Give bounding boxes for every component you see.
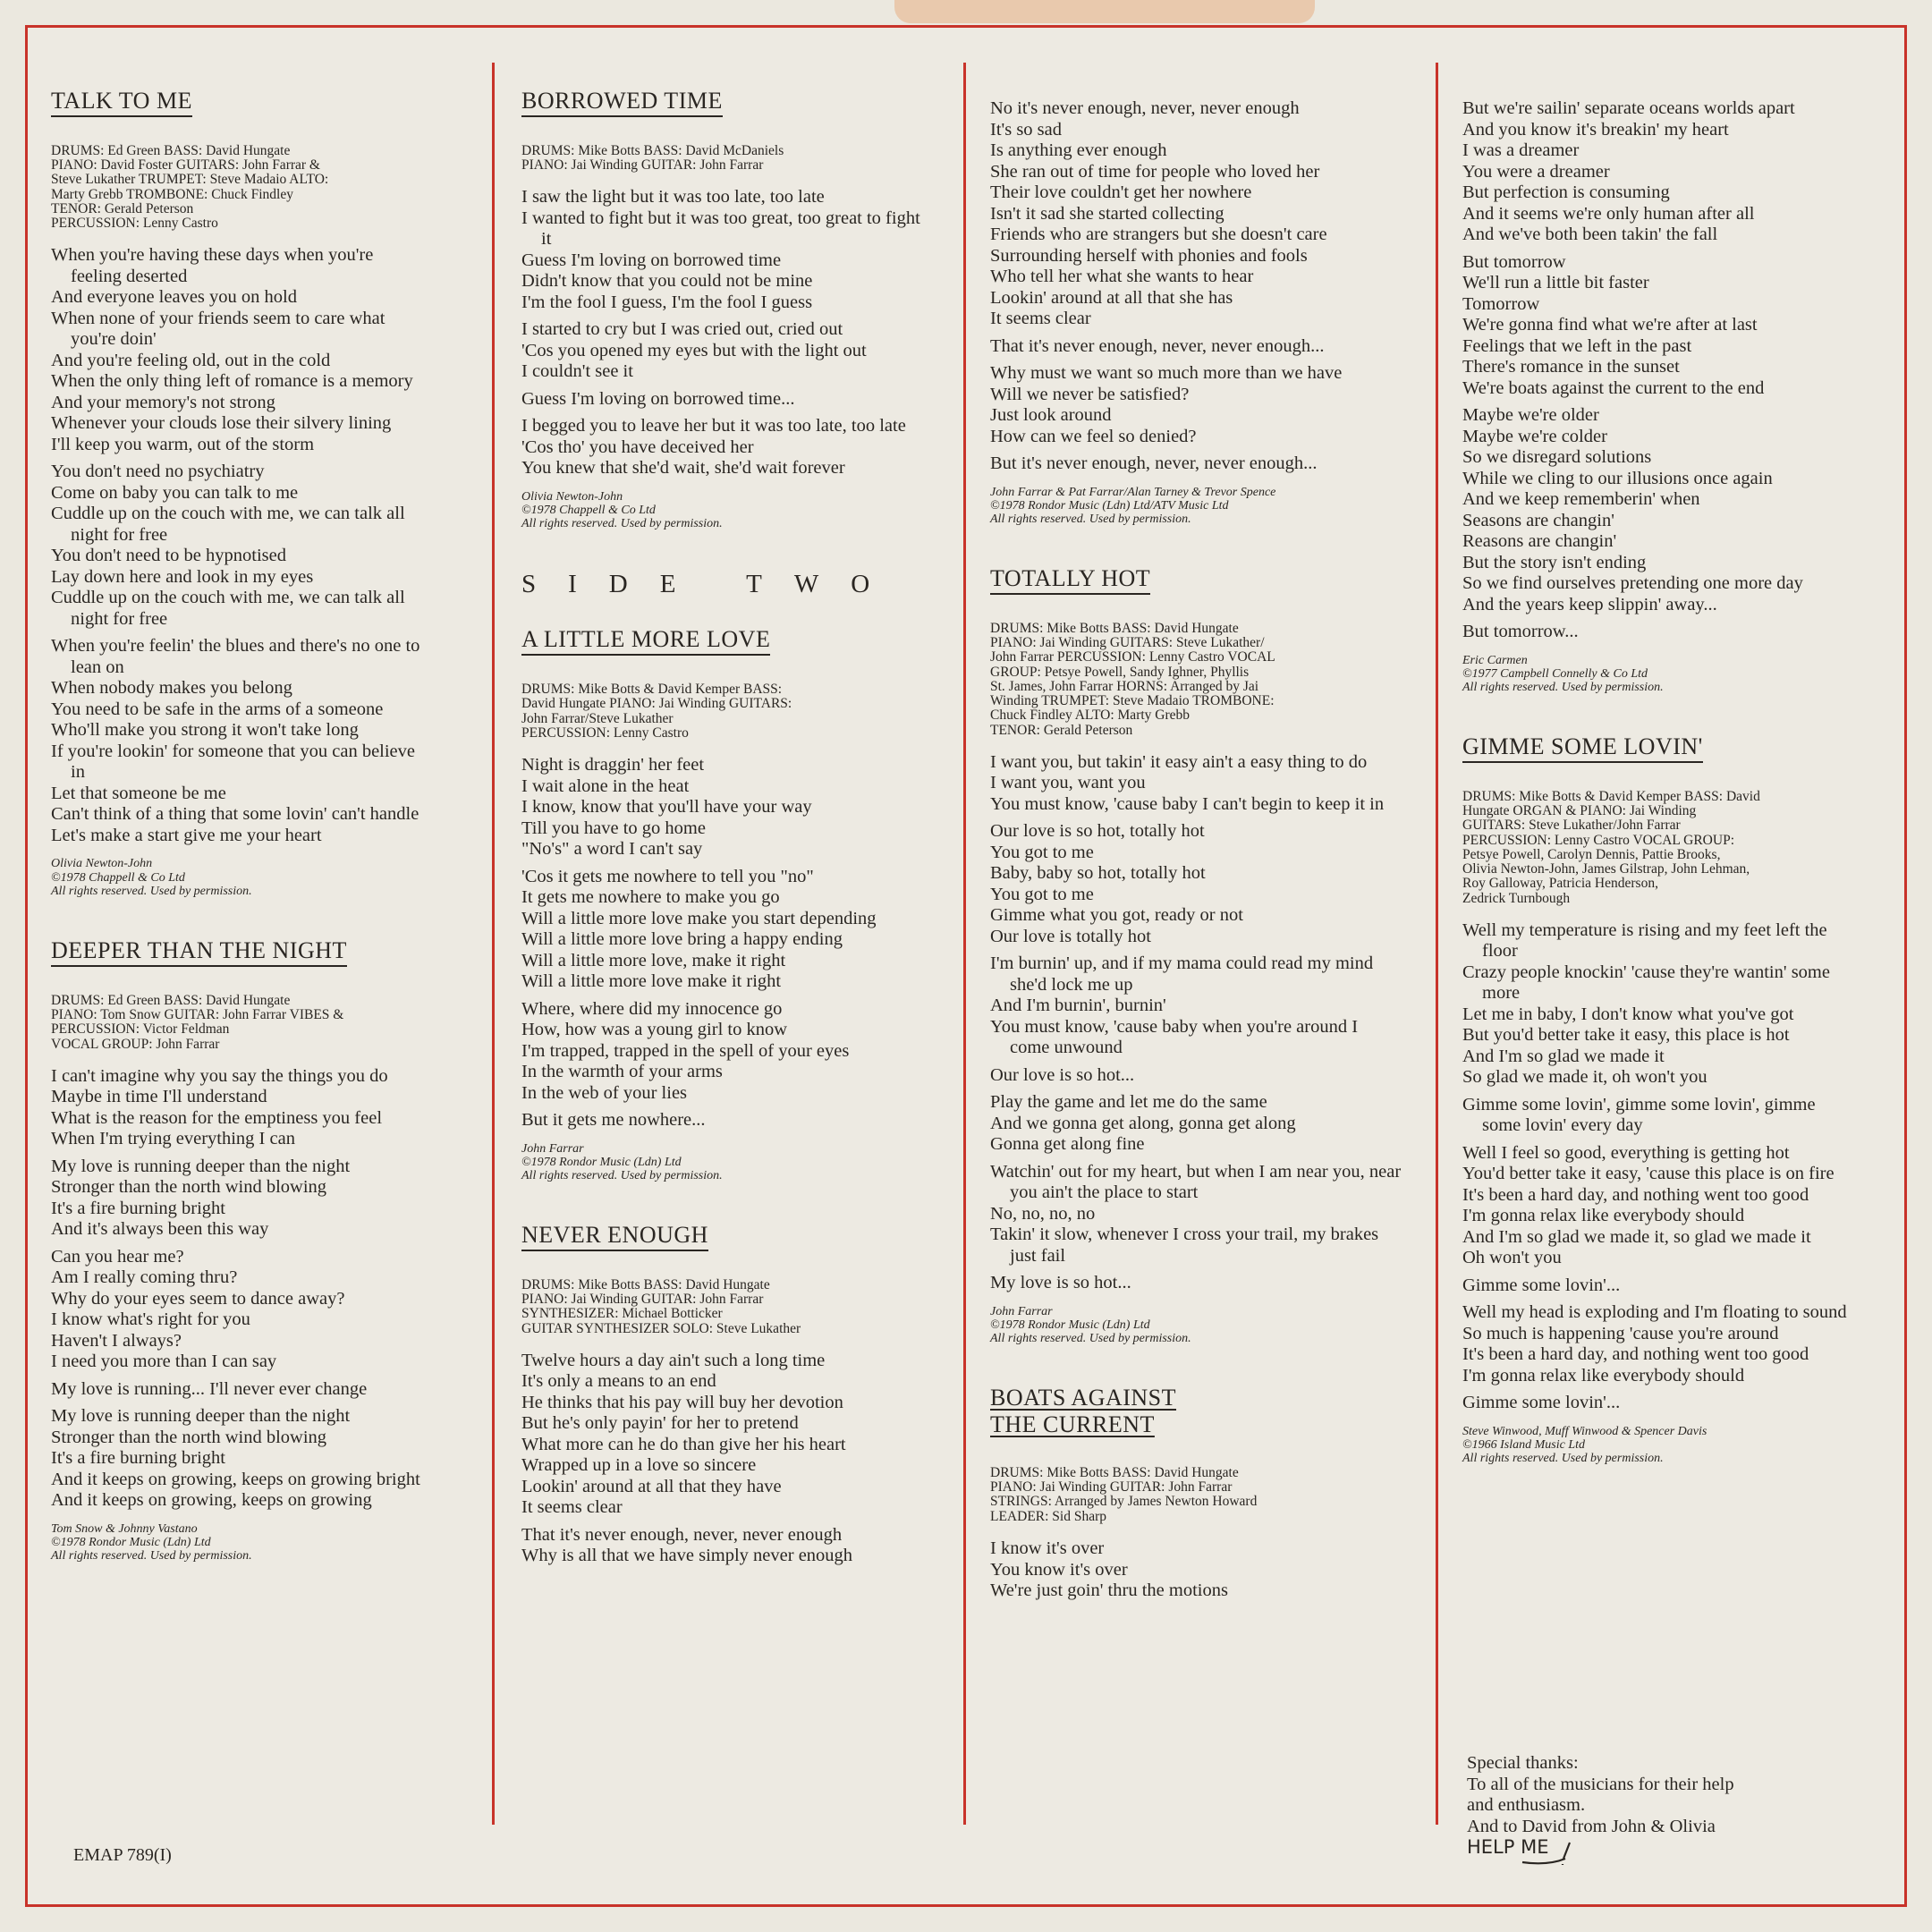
lyric-line: Gimme some lovin'... [1462,1275,1621,1295]
lyric-line: What is the reason for the emptiness you feel [51,1107,383,1128]
catalog-number: EMAP 789(I) [73,1845,172,1865]
copyright-attribution: Olivia Newton-John ©1978 Chappell & Co Ltd All rights reserved. Used by permission. [51,857,252,898]
lyric-line: My love is running deeper than the night [51,1406,351,1427]
lyric-line: Didn't know that you could not be mine [521,271,813,292]
lyric-line: Will we never be satisfied? [990,384,1190,404]
lyric-line: While we cling to our illusions once again [1462,468,1773,488]
lyric-line: But it gets me nowhere... [521,1110,706,1131]
lyric-line: Watchin' out for my heart, but when I am near you, near you ain't the place to start [990,1161,1402,1203]
lyric-line: And I'm so glad we made it, so glad we made it [1462,1226,1811,1247]
lyric-line: I wanted to fight but it was too great, too great to fight it [521,208,920,250]
lyric-stanza [521,1110,933,1131]
song-credits: DRUMS: Mike Botts BASS: David Hungate PIANO: Jai Winding GUITAR: John Farrar SYNTHESIZER: Michael Botticker GUITAR SYNTHESIZER SOLO: Steve Lukather [521,1276,801,1336]
copyright-attribution: Steve Winwood, Muff Winwood & Spencer Davis ©1966 Island Music Ltd All rights reserved. Used by permission. [1462,1424,1707,1466]
lyric-stanza [521,1351,933,1519]
lyric-stanza [990,1065,1402,1087]
lyric-line: Maybe in time I'll understand [51,1087,267,1107]
lyric-stanza [990,1538,1402,1602]
lyric-line: But tomorrow... [1462,622,1579,641]
lyric-line: Isn't it sad she started collecting [990,203,1224,224]
lyric-stanza [521,755,933,860]
song-block [990,565,1402,1345]
lyric-line: It's a fire burning bright [51,1448,225,1469]
lyric-line: Twelve hours a day ain't such a long time [521,1350,826,1370]
lyric-stanza [521,999,933,1105]
lyric-line: Seasons are changin' [1462,510,1614,530]
lyric-line: I couldn't see it [521,361,633,382]
lyric-line: Gimme some lovin'... [1462,1393,1621,1413]
lyric-line: Will a little more love, make it right [521,950,786,970]
lyric-stanza [990,1092,1402,1156]
lyric-stanza [990,363,1402,447]
lyric-line: It's been a hard day, and nothing went too good [1462,1184,1809,1205]
lyric-line: Feelings that we left in the past [1462,335,1692,356]
lyric-line: Lookin' around at all that they have [521,1476,782,1496]
lyric-line: Night is draggin' her feet [521,755,705,775]
lyric-stanza [990,98,1402,330]
copyright-attribution: Tom Snow & Johnny Vastano ©1978 Rondor Music (Ldn) Ltd All rights reserved. Used by permission. [51,1521,252,1563]
lyric-line: And you know it's breakin' my heart [1462,119,1729,140]
lyric-stanza [1462,1095,1856,1137]
lyric-line: Friends who are strangers but she doesn't care [990,225,1327,244]
lyric-line: So much is happening 'cause you're around [1462,1323,1779,1343]
lyric-line: Well my temperature is rising and my feet left the floor [1462,919,1827,962]
lyric-line: When the only thing left of romance is a memory [51,371,413,392]
song-credits: DRUMS: Mike Botts & David Kemper BASS: David Hungate PIANO: Jai Winding GUITARS: John Farrar/Steve Lukather PERCUSSION: Lenny Castro [521,682,792,741]
lyric-stanza [990,1273,1402,1294]
copyright-attribution: John Farrar ©1978 Rondor Music (Ldn) Ltd All rights reserved. Used by permission. [990,1304,1191,1346]
lyric-line: It's only a means to an end [521,1371,716,1392]
lyric-line: He thinks that his pay will buy her devotion [521,1392,843,1412]
lyric-line: I can't imagine why you say the things you do [51,1065,388,1086]
lyric-stanza [521,1525,933,1567]
lyric-stanza [51,636,427,846]
lyric-line: You were a dreamer [1462,161,1610,182]
lyric-line: Will a little more love make you start depending [521,908,877,928]
song-title: DEEPER THAN THE NIGHT [51,937,347,967]
sleeve-tab [894,0,1315,23]
lyric-line: And it seems we're only human after all [1462,203,1755,224]
lyric-line: And we gonna get along, gonna get along [990,1113,1296,1133]
lyric-line: You don't need to be hypnotised [51,546,286,566]
lyric-line: Tomorrow [1462,293,1540,314]
column-divider [963,63,966,1825]
lyric-line: I want you, but takin' it easy ain't a easy thing to do [990,751,1368,772]
lyric-line: But tomorrow [1462,251,1566,272]
lyric-stanza [1462,1393,1856,1414]
lyric-line: No it's never enough, never, never enough [990,98,1300,118]
lyric-line: I'm burnin' up, and if my mama could read my mind she'd lock me up [990,953,1374,995]
song-block [1462,98,1856,694]
lyric-line: Well I feel so good, everything is getting hot [1462,1142,1790,1163]
song-block [990,98,1402,526]
lyric-line: Our love is so hot, totally hot [990,821,1205,842]
lyric-line: You got to me [990,884,1094,904]
lyric-line: Well my head is exploding and I'm floating to sound [1462,1302,1847,1323]
lyric-line: And the years keep slippin' away... [1462,594,1717,614]
lyric-line: But you'd better take it easy, this place is hot [1462,1025,1790,1046]
lyric-stanza [51,1157,427,1241]
lyric-line: Our love is totally hot [990,926,1151,946]
song-title: TALK TO ME [51,88,192,117]
lyric-line: Gimme some lovin', gimme some lovin', gimme some lovin' every day [1462,1094,1816,1136]
lyric-line: But it's never enough, never, never enough... [990,453,1318,473]
lyric-line: And we've both been takin' the fall [1462,225,1718,244]
lyric-line: Oh won't you [1462,1248,1562,1268]
lyric-line: I begged you to leave her but it was too late, too late [521,416,906,436]
thanks-line: and enthusiasm. [1467,1795,1586,1815]
lyric-line: We're gonna find what we're after at last [1462,315,1758,335]
lyric-stanza [51,1066,427,1150]
lyric-line: Will a little more love bring a happy ending [521,929,843,950]
lyric-line: Stronger than the north wind blowing [51,1427,327,1447]
lyric-stanza [1462,252,1856,400]
lyric-line: Cuddle up on the couch with me, we can talk all night for free [51,504,405,545]
lyric-line: I need you more than I can say [51,1352,277,1372]
lyric-line: I was a dreamer [1462,140,1580,160]
lyric-line: You must know, 'cause baby when you're around I come unwound [990,1016,1359,1058]
lyric-stanza [990,336,1402,358]
lyric-line: Let that someone be me [51,783,226,803]
lyric-stanza [990,953,1402,1059]
lyric-line: In the warmth of your arms [521,1062,723,1082]
lyrics-column-3 [990,63,1402,1608]
lyric-line: I'm gonna relax like everybody should [1462,1206,1745,1226]
lyric-line: Is anything ever enough [990,140,1167,160]
lyric-line: Crazy people knockin' 'cause they're wantin' some more [1462,962,1830,1004]
song-credits: DRUMS: Ed Green BASS: David Hungate PIANO: Tom Snow GUITAR: John Farrar VIBES & PERCUSSION: Victor Feldman VOCAL GROUP: John Farrar [51,992,344,1052]
side-heading-block [521,570,933,599]
lyric-stanza [1462,1143,1856,1269]
lyric-line: Who'll make you strong it won't take long [51,720,359,741]
lyric-line: No, no, no, no [990,1203,1096,1224]
lyric-line: You'd better take it easy, 'cause this place is on fire [1462,1164,1835,1184]
lyric-line: I started to cry but I was cried out, cried out [521,319,843,340]
lyric-line: My love is running... I'll never ever change [51,1378,368,1399]
lyric-line: Guess I'm loving on borrowed time [521,250,782,270]
lyric-stanza [521,187,933,313]
lyric-line: You must know, 'cause baby I can't begin to keep it in [990,793,1385,814]
lyric-line: And we keep rememberin' when [1462,489,1700,509]
thanks-line: And to David from John & Olivia [1467,1816,1716,1836]
thanks-line: To all of the musicians for their help [1467,1774,1734,1794]
lyric-line: Gonna get along fine [990,1134,1145,1155]
lyric-line: And your memory's not strong [51,392,275,412]
lyric-line: Let me in baby, I don't know what you've got [1462,1004,1794,1024]
lyric-line: And it keeps on growing, keeps on growing bright [51,1469,420,1489]
lyric-line: My love is so hot... [990,1273,1131,1293]
lyric-line: Our love is so hot... [990,1064,1135,1085]
lyrics-column-4 [1462,63,1856,1858]
side-heading: SIDE TWO [521,570,902,599]
lyric-line: There's romance in the sunset [1462,357,1680,377]
lyric-line: Just look around [990,405,1112,425]
lyric-line: Why do your eyes seem to dance away? [51,1288,345,1309]
lyric-line: When I'm trying everything I can [51,1129,295,1149]
song-title: GIMME SOME LOVIN' [1462,733,1703,763]
column-divider [1436,63,1438,1825]
lyric-line: I'll keep you warm, out of the storm [51,434,315,454]
signature-text: HELP ME [1467,1836,1549,1858]
lyric-line: It seems clear [521,1497,623,1518]
lyric-line: And it keeps on growing, keeps on growing [51,1490,372,1511]
lyric-line: So we disregard solutions [1462,447,1652,467]
lyric-stanza [990,1162,1402,1267]
lyric-line: But the story isn't ending [1462,552,1647,572]
lyric-line: "No's" a word I can't say [521,839,703,860]
song-title: TOTALLY HOT [990,565,1150,595]
lyric-line: In the web of your lies [521,1082,688,1103]
lyric-line: My love is running deeper than the night [51,1156,351,1176]
song-block [990,1385,1402,1601]
lyric-line: Let's make a start give me your heart [51,825,322,845]
lyrics-column-2 [521,63,933,1573]
lyric-stanza [521,319,933,383]
lyric-line: Maybe we're colder [1462,426,1607,446]
lyrics-column-1 [51,63,427,1602]
lyric-line: It gets me nowhere to make you go [521,887,780,908]
lyric-line: We're boats against the current to the end [1462,377,1765,398]
lyric-line: When you're feelin' the blues and there's no one to lean on [51,636,420,677]
lyric-line: How, how was a young girl to know [521,1020,788,1040]
lyric-line: You got to me [990,842,1094,862]
lyric-line: I'm the fool I guess, I'm the fool I guess [521,292,813,312]
lyric-line: I want you, want you [990,773,1146,793]
lyric-stanza [51,1247,427,1373]
lyric-line: That it's never enough, never, never enough... [990,335,1325,356]
song-credits: DRUMS: Ed Green BASS: David Hungate PIANO: David Foster GUITARS: John Farrar & Steve Lukather TRUMPET: Steve Madaio ALTO: Marty Grebb TROMBONE: Chuck Findley TENOR: Gerald Peterson PERCUSSION: Lenny Castro [51,142,329,232]
copyright-attribution: Olivia Newton-John ©1978 Chappell & Co Ltd All rights reserved. Used by permission. [521,489,723,531]
lyric-line: Can you hear me? [51,1246,184,1267]
lyric-line: We're just goin' thru the motions [990,1580,1228,1601]
lyric-line: She ran out of time for people who loved her [990,161,1320,182]
song-credits: DRUMS: Mike Botts BASS: David Hungate PIANO: Jai Winding GUITARS: Steve Lukather/ John Farrar PERCUSSION: Lenny Castro VOCAL GROUP: Petsye Powell, Sandy Ighner, Phyllis St. James, John Farrar HORNS: Arranged by Jai Winding TRUMPET: Steve Madaio TROMBONE: Chuck Findley ALTO: Marty Grebb TENOR: Gerald Peterson [990,620,1275,738]
lyric-line: Surrounding herself with phonies and fools [990,245,1308,266]
lyric-line: 'Cos tho' you have deceived her [521,436,754,457]
lyric-line: Guess I'm loving on borrowed time... [521,388,795,409]
lyric-line: Maybe we're older [1462,405,1599,425]
lyric-line: Where, where did my innocence go [521,998,783,1019]
lyric-line: You know it's over [990,1559,1128,1580]
lyric-stanza [521,867,933,993]
lyric-line: I know what's right for you [51,1309,250,1330]
lyric-line: When none of your friends seem to care what you're doin' [51,308,386,350]
lyric-line: I'm gonna relax like everybody should [1462,1365,1745,1385]
lyric-line: I know, know that you'll have your way [521,797,812,818]
lyric-line: Who tell her what she wants to hear [990,267,1254,286]
lyric-line: Gimme what you got, ready or not [990,905,1243,926]
lyric-stanza [51,462,427,630]
song-block [521,1222,933,1567]
lyric-stanza [1462,622,1856,643]
song-title: A LITTLE MORE LOVE [521,626,770,656]
lyric-line: We'll run a little bit faster [1462,273,1649,292]
song-block [1462,733,1856,1465]
lyric-line: And I'm burnin', burnin' [990,996,1166,1016]
lyric-line: You don't need no psychiatry [51,462,265,482]
lyric-line: It's so sad [990,119,1062,140]
lyric-line: How can we feel so denied? [990,426,1197,446]
lyric-line: Till you have to go home [521,818,706,838]
copyright-attribution: John Farrar ©1978 Rondor Music (Ldn) Ltd All rights reserved. Used by permission. [521,1141,723,1182]
song-block [51,937,427,1563]
lyric-line: Why is all that we have simply never enough [521,1546,853,1566]
lyric-line: But he's only payin' for her to pretend [521,1413,799,1434]
signature [1467,1837,1734,1859]
special-thanks [1467,1753,1734,1859]
lyric-line: Come on baby you can talk to me [51,482,299,503]
lyric-stanza [51,1379,427,1401]
song-block [521,63,933,530]
lyric-line: You need to be safe in the arms of a someone [51,699,384,719]
lyric-line: Haven't I always? [51,1330,182,1351]
lyric-stanza [521,389,933,411]
lyric-stanza [990,821,1402,947]
lyric-line: I'm trapped, trapped in the spell of your eyes [521,1040,850,1061]
lyric-line: Lay down here and look in my eyes [51,566,314,587]
lyric-stanza [1462,1275,1856,1297]
lyric-line: But we're sailin' separate oceans worlds apart [1462,98,1795,118]
lyric-line: What more can he do than give her his heart [521,1434,846,1454]
handwritten-flourish-icon [1521,1839,1583,1868]
lyric-line: So we find ourselves pretending one more day [1462,573,1803,593]
lyric-line: It seems clear [990,309,1091,328]
lyric-line: Cuddle up on the couch with me, we can talk all night for free [51,588,405,629]
lyric-line: 'Cos it gets me nowhere to tell you "no" [521,866,814,886]
lyric-stanza [1462,405,1856,615]
lyric-line: Lookin' around at all that she has [990,287,1233,308]
lyric-line: And everyone leaves you on hold [51,287,297,308]
lyric-line: Baby, baby so hot, totally hot [990,863,1206,884]
lyric-line: Why must we want so much more than we have [990,363,1343,383]
song-block [521,626,933,1182]
lyric-line: When you're having these days when you're feeling deserted [51,245,374,286]
lyric-line: When nobody makes you belong [51,678,292,699]
song-credits: DRUMS: Mike Botts BASS: David McDaniels PIANO: Jai Winding GUITAR: John Farrar [521,142,784,174]
song-title: BOATS AGAINST THE CURRENT [990,1385,1177,1438]
lyric-line: Will a little more love make it right [521,971,782,992]
copyright-attribution: Eric Carmen ©1977 Campbell Connelly & Co Ltd All rights reserved. Used by permission. [1462,653,1664,694]
lyric-stanza [51,1406,427,1512]
lyric-stanza [1462,920,1856,1089]
lyric-line: Wrapped up in a love so sincere [521,1455,757,1476]
lyric-line: Play the game and let me do the same [990,1092,1267,1113]
lyric-line: Can't think of a thing that some lovin' can't handle [51,804,419,825]
lyric-line: Reasons are changin' [1462,531,1617,551]
lyric-line: I saw the light but it was too late, too late [521,187,825,208]
copyright-attribution: John Farrar & Pat Farrar/Alan Tarney & Trevor Spence ©1978 Rondor Music (Ldn) Ltd/ATV Music Ltd All rights reserved. Used by permission. [990,485,1276,526]
lyric-line: I wait alone in the heat [521,775,690,796]
lyric-stanza [1462,98,1856,246]
lyric-line: And you're feeling old, out in the cold [51,350,331,370]
column-divider [492,63,495,1825]
lyric-line: Their love couldn't get her nowhere [990,182,1252,202]
lyric-line: It's been a hard day, and nothing went too good [1462,1344,1809,1365]
lyric-line: That it's never enough, never, never enough [521,1524,843,1545]
lyric-line: Takin' it slow, whenever I cross your trail, my brakes just fail [990,1224,1379,1266]
lyric-line: If you're lookin' for someone that you can believe in [51,741,416,783]
lyric-line: 'Cos you opened my eyes but with the light out [521,340,867,360]
lyric-stanza [990,453,1402,475]
song-block [51,63,427,898]
lyric-line: I know it's over [990,1538,1105,1559]
lyric-stanza [1462,1302,1856,1386]
song-title: NEVER ENOUGH [521,1222,708,1251]
lyric-line: And I'm so glad we made it [1462,1046,1665,1066]
lyric-line: So glad we made it, oh won't you [1462,1067,1707,1088]
lyric-line: And it's always been this way [51,1219,269,1240]
song-credits: DRUMS: Mike Botts BASS: David Hungate PIANO: Jai Winding GUITAR: John Farrar STRINGS: Arranged by James Newton Howard LEADER: Sid Sharp [990,1464,1258,1524]
lyric-line: Whenever your clouds lose their silvery lining [51,413,392,434]
lyric-line: Stronger than the north wind blowing [51,1177,327,1198]
lyric-stanza [521,416,933,479]
lyric-line: But perfection is consuming [1462,182,1670,202]
song-title: BORROWED TIME [521,88,723,117]
lyric-stanza [990,752,1402,816]
lyric-line: It's a fire burning bright [51,1198,225,1218]
lyric-line: Am I really coming thru? [51,1267,238,1288]
lyric-stanza [51,245,427,455]
thanks-line: Special thanks: [1467,1753,1579,1773]
song-credits: DRUMS: Mike Botts & David Kemper BASS: David Hungate ORGAN & PIANO: Jai Winding GUITARS: Steve Lukather/John Farrar PERCUSSION: Lenny Castro VOCAL GROUP: Petsye Powell, Carolyn Dennis, Pattie Brooks, Olivia Newton-John, James Gilstrap, John Lehman, Roy Galloway, Patricia Henderson, Zedrick Turnbough [1462,788,1760,906]
lyric-line: You knew that she'd wait, she'd wait forever [521,458,845,479]
